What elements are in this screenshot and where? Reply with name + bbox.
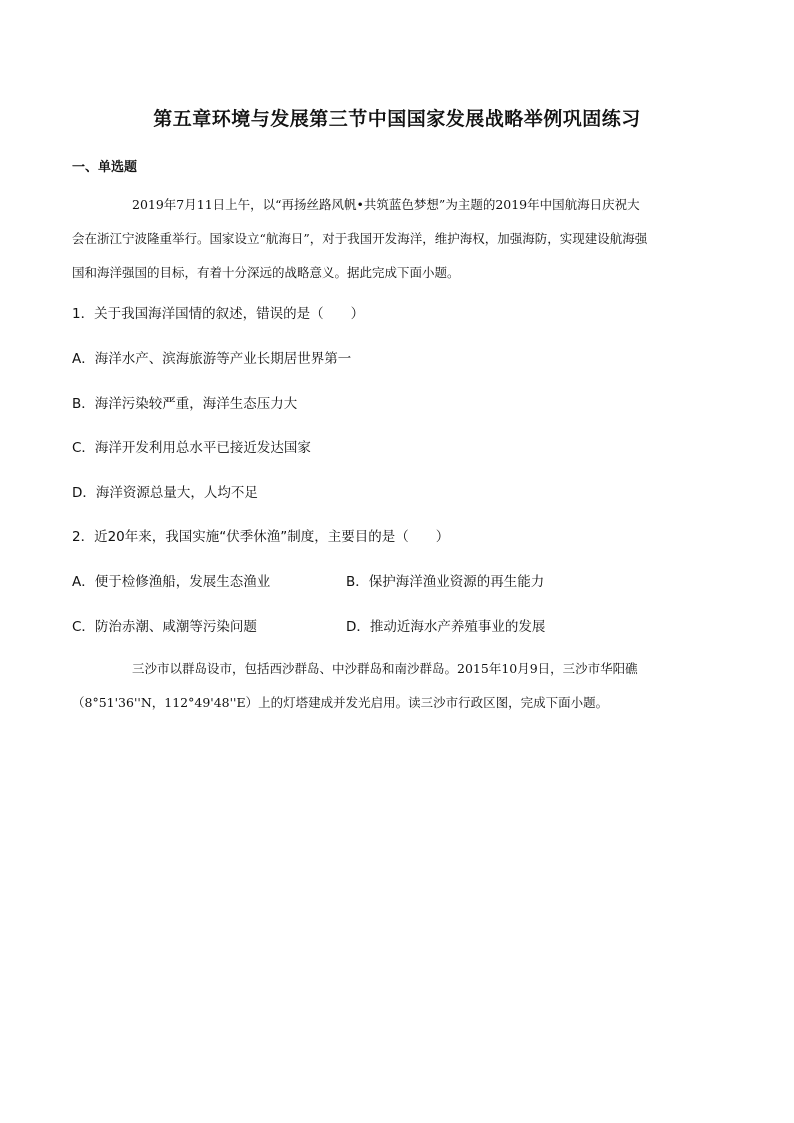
question-2-stem: 2．近20年来，我国实施“伏季休渔”制度，主要目的是（ ） xyxy=(72,529,450,545)
passage-line: 会在浙江宁波隆重举行。国家设立“航海日”，对于我国开发海洋，维护海权，加强海防，实现建设航海强 xyxy=(72,231,648,246)
page-title: 第五章环境与发展第三节中国国家发展战略举例巩固练习 xyxy=(153,108,641,130)
question-1-stem: 1．关于我国海洋国情的叙述，错误的是（ ） xyxy=(72,306,365,322)
reading-passage-1 xyxy=(72,188,730,290)
question-2-option-d: D．推动近海水产养殖事业的发展 xyxy=(346,619,546,635)
passage-line: 三沙市以群岛设市，包括西沙群岛、中沙群岛和南沙群岛。2015年10月9日，三沙市华阳礁 xyxy=(132,661,638,676)
question-2-option-c: C．防治赤潮、咸潮等污染问题 xyxy=(72,619,257,635)
question-1-option-d: D．海洋资源总量大，人均不足 xyxy=(72,485,258,501)
question-2-option-b: B．保护海洋渔业资源的再生能力 xyxy=(346,574,545,590)
question-1-option-c: C．海洋开发利用总水平已接近发达国家 xyxy=(72,440,311,456)
question-2-option-a: A．便于检修渔船，发展生态渔业 xyxy=(72,574,271,590)
section-heading: 一、单选题 xyxy=(72,160,138,175)
passage-line: 2019年7月11日上午，以“再扬丝路风帆•共筑蓝色梦想”为主题的2019年中国航海日庆祝大 xyxy=(132,197,640,212)
reading-passage-2 xyxy=(72,652,730,720)
passage-line: （8°51'36''N，112°49'48''E）上的灯塔建成并发光启用。读三沙市行政区图，完成下面小题。 xyxy=(72,695,609,710)
question-1-option-a: A．海洋水产、滨海旅游等产业长期居世界第一 xyxy=(72,351,352,367)
question-1-option-b: B．海洋污染较严重，海洋生态压力大 xyxy=(72,396,298,412)
passage-line: 国和海洋强国的目标，有着十分深远的战略意义。据此完成下面小题。 xyxy=(72,265,460,280)
